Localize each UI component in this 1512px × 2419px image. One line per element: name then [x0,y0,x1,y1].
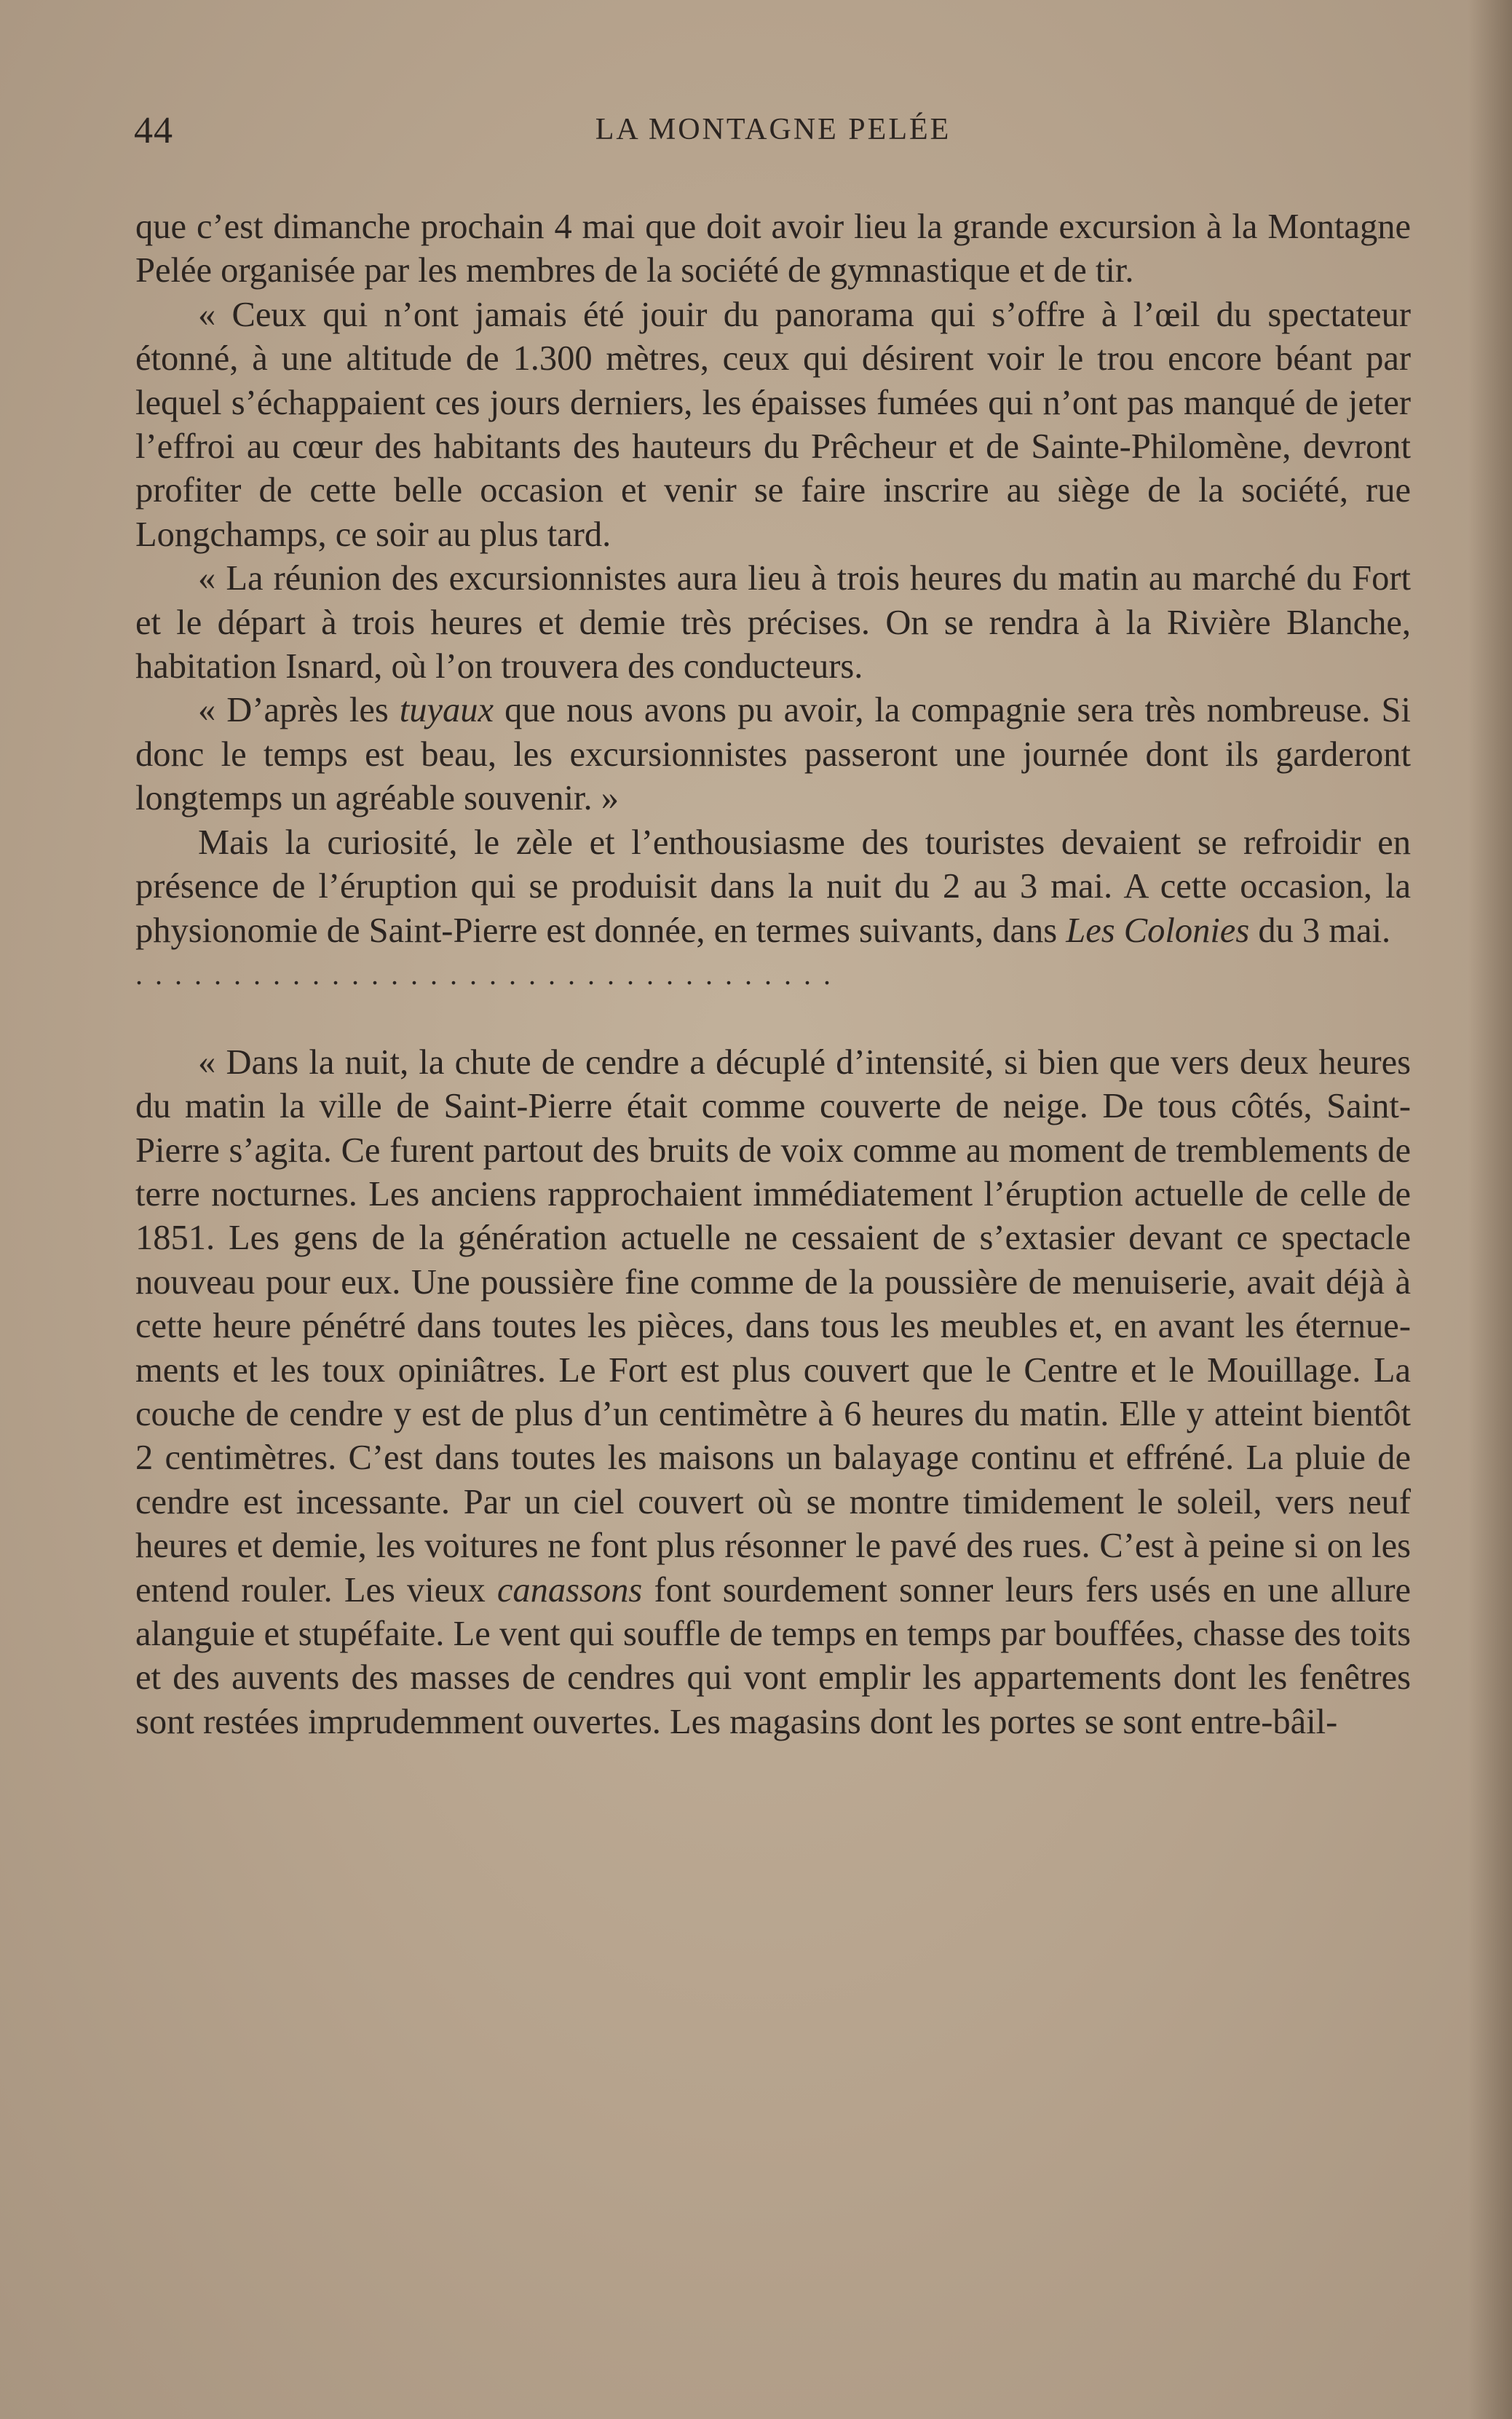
paragraph-continuation: que c’est dimanche prochain 4 mai que doit avoir lieu la grande excursion à la Montagne Pelée organisée par les membres de la société de gymnastique et de tir. [135,207,1411,290]
italic-word-canassons: canassons [496,1570,643,1610]
italic-title-les-colonies: Les Colonies [1066,911,1250,950]
running-title: LA MONTAGNE PELÉE [595,113,951,146]
page-edge-shadow [1468,0,1512,2419]
paragraph-quote-reunion: « La réunion des excursionnistes aura lieu à trois heures du matin au marché du Fort et le départ à trois heures et demie très précises. On se rendra à la Rivière Blanche, habitation Isnard, où l’on trouvera des conducteurs. [135,559,1411,686]
body-text [135,205,1411,1744]
blank-line [135,997,1411,1040]
text-run: « D’après les [198,691,400,730]
text-run: font sourdement sonner leurs fers usés en une allure alanguie et stupéfaite. Le vent qui souffle de temps en temps par bouffées, chasse des toits et des auvents des masses de cendres qui vont emplir les appartements dont les fenêtres sont restées imprudemment ouvertes. Les magasins dont les portes se sont entre-bâil- [135,1570,1412,1741]
text-run: du 3 mai. [1249,911,1391,950]
paragraph-mais [135,821,1411,953]
text-run: « Dans la nuit, la chute de cendre a décuplé d’intensité, si bien que vers deux heures du matin la ville de Saint-Pierre était comme couverte de neige. De tous côtés, Saint-Pierre s’agita. Ce furent partout des bruits de voix comme au moment de tremblements de terre nocturnes. Les anciens rapprochaient immédiatement l’éruption actuelle de celle de 1851. Les gens de la génération actuelle ne cessaient de s’extasier devant ce spectacle nouveau pour eux. Une poussière fine comme de la poussière de menuiserie, avait déjà à cette heure pénétré dans toutes les pièces, dans tous les meubles et, en avant les éternuements et les toux opiniâtres. Le Fort est plus couvert que le Centre et le Mouillage. La couche de cendre y est de plus d’un centimètre à 6 heures du matin. Elle y atteint bientôt 2 centimètres. C’est dans toutes les maisons un balayage continu et effréné. La pluie de cendre est incessante. Par un ciel couvert où se montre timidement le soleil, vers neuf heures et demie, les voitures ne font plus résonner le pavé des rues. C’est à peine si on les entend rouler. Les vieux [135,1042,1411,1610]
page-number: 44 [134,110,173,151]
text-run: Mais la curiosité, le zèle et l’enthousiasme des touristes devaient se refroidir en présence de l’éruption qui se produisit dans la nuit du 2 au 3 mai. A cette occasion, la physionomie de Saint-Pierre est donnée, en termes suivants, dans [135,823,1411,950]
paragraph-quote-tuyaux [135,689,1411,820]
italic-word-tuyaux: tuyaux [399,691,494,730]
dotted-separator: .................................... [135,957,843,991]
paragraph-quote-nuit [135,1041,1411,1745]
running-header [134,109,1412,153]
paragraph-quote-ceux: « Ceux qui n’ont jamais été jouir du panorama qui s’offre à l’œil du spectateur étonné, à une altitude de 1.300 mètres, ceux qui désirent voir le trou encore béant par lequel s’échappaient ces jours derniers, les épaisses fumées qui n’ont pas manqué de jeter l’effroi au cœur des habitants des hauteurs du Prêcheur et de Sainte-Philomène, devront profiter de cette belle occasion et venir se faire inscrire au siège de la société, rue Longchamps, ce soir au plus tard. [135,295,1411,554]
text-run: que nous avons pu avoir, la compagnie sera très nombreuse. Si donc le temps est beau, les excursionnistes passeront une journée dont ils garderont longtemps un agréable souvenir. » [135,691,1411,818]
